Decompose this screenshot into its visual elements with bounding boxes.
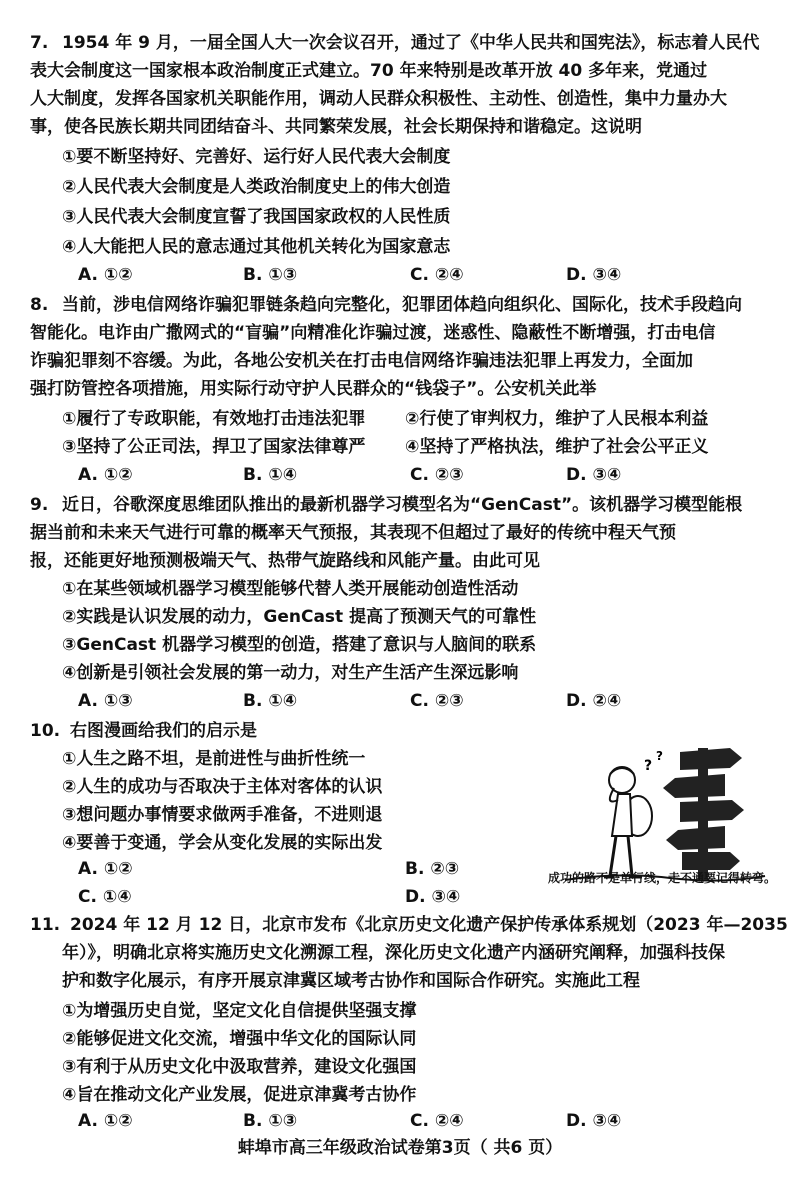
statement-item: ④要善于变通，学会从变化发展的实际出发 (62, 833, 383, 853)
stem-line: 1954 年 9 月，一届全国人大一次会议召开，通过了《中华人民共和国宪法》，标志着人民代 (62, 33, 760, 53)
choice-b: B. ①④ (243, 465, 298, 485)
choice-d: D. ②④ (566, 691, 622, 711)
statement-item: ①要不断坚持好、完善好、运行好人民代表大会制度 (62, 147, 451, 167)
choice-c: C. ②④ (410, 1111, 464, 1131)
question-number: 7. (30, 33, 49, 53)
stem-line: 当前，涉电信网络诈骗犯罪链条趋向完整化，犯罪团体趋向组织化、国际化，技术手段趋向 (62, 295, 742, 315)
stem-line: 智能化。电诈由广撒网式的“盲骗”向精准化诈骗过渡，迷惑性、隐蔽性不断增强，打击电信 (30, 323, 716, 343)
statement-item: ①人生之路不坦，是前进性与曲折性统一 (62, 749, 366, 769)
statement-item: ①为增强历史自觉，坚定文化自信提供坚强支撑 (62, 1001, 417, 1021)
stem-line: 诈骗犯罪刻不容缓。为此，各地公安机关在打击电信网络诈骗违法犯罪上再发力，全面加 (30, 351, 693, 371)
question-number: 11. (30, 915, 61, 935)
statement-item: ④旨在推动文化产业发展，促进京津冀考古协作 (62, 1085, 417, 1105)
choice-a: A. ①② (78, 859, 133, 879)
svg-text:?: ? (656, 749, 663, 763)
statement-item: ③坚持了公正司法，捍卫了国家法律尊严 (62, 437, 366, 457)
statement-item: ①履行了专政职能，有效地打击违法犯罪 (62, 409, 366, 429)
choice-a: A. ①② (78, 465, 133, 485)
cartoon-caption: 成功的路不是单行线，走不通要记得转弯。 (548, 871, 777, 885)
choice-b: B. ①④ (243, 691, 298, 711)
stem-line: 护和数字化展示，有序开展京津冀区域考古协作和国际合作研究。实施此工程 (62, 971, 640, 991)
stem-line: 2024 年 12 月 12 日，北京市发布《北京历史文化遗产保护传承体系规划（2023 年—2035 (70, 915, 788, 935)
choice-c: C. ①④ (78, 887, 132, 907)
choice-c: C. ②③ (410, 691, 464, 711)
stem-line: 人大制度，发挥各国家机关职能作用，调动人民群众积极性、主动性、创造性，集中力量办大 (30, 89, 727, 109)
choice-d: D. ③④ (566, 1111, 622, 1131)
statement-item: ②行使了审判权力，维护了人民根本利益 (405, 409, 709, 429)
stem-line: 据当前和未来天气进行可靠的概率天气预报，其表现不但超过了最好的传统中程天气预 (30, 523, 676, 543)
statement-item: ②人民代表大会制度是人类政治制度史上的伟大创造 (62, 177, 451, 197)
statement-item: ④人大能把人民的意志通过其他机关转化为国家意志 (62, 237, 451, 257)
choice-b: B. ②③ (405, 859, 460, 879)
stem-line: 年）》，明确北京将实施历史文化溯源工程，深化历史文化遗产内涵研究阐释，加强科技保 (62, 943, 725, 963)
statement-item: ②实践是认识发展的动力，GenCast 提高了预测天气的可靠性 (62, 607, 537, 627)
question-number: 8. (30, 295, 49, 315)
question-number: 9. (30, 495, 49, 515)
statement-item: ①在某些领域机器学习模型能够代替人类开展能动创造性活动 (62, 579, 519, 599)
cartoon-illustration (560, 740, 770, 890)
choice-d: D. ③④ (405, 887, 461, 907)
statement-item: ②人生的成功与否取决于主体对客体的认识 (62, 777, 383, 797)
choice-a: A. ①② (78, 1111, 133, 1131)
choice-d: D. ③④ (566, 465, 622, 485)
question-number: 10. (30, 721, 61, 741)
choice-b: B. ①③ (243, 1111, 298, 1131)
statement-item: ④坚持了严格执法，维护了社会公平正义 (405, 437, 709, 457)
choice-a: A. ①③ (78, 691, 133, 711)
statement-item: ③想问题办事情要求做两手准备，不进则退 (62, 805, 383, 825)
statement-item: ④创新是引领社会发展的第一动力，对生产生活产生深远影响 (62, 663, 519, 683)
stem-line: 表大会制度这一国家根本政治制度正式建立。70 年来特别是改革开放 40 多年来，党通过 (30, 61, 708, 81)
statement-item: ③有利于从历史文化中汲取营养，建设文化强国 (62, 1057, 417, 1077)
statement-item: ②能够促进文化交流，增强中华文化的国际认同 (62, 1029, 417, 1049)
stem-line: 右图漫画给我们的启示是 (70, 721, 257, 741)
stem-line: 强打防管控各项措施，用实际行动守护人民群众的“钱袋子”。公安机关此举 (30, 379, 597, 399)
choice-c: C. ②④ (410, 265, 464, 285)
statement-item: ③人民代表大会制度宣誓了我国国家政权的人民性质 (62, 207, 451, 227)
choice-d: D. ③④ (566, 265, 622, 285)
stem-line: 近日，谷歌深度思维团队推出的最新机器学习模型名为“GenCast”。该机器学习模型能根 (62, 495, 743, 515)
page-footer: 蚌埠市高三年级政治试卷第3页（ 共6 页） (237, 1138, 563, 1158)
choice-b: B. ①③ (243, 265, 298, 285)
choice-a: A. ①② (78, 265, 133, 285)
svg-text:?: ? (644, 758, 653, 774)
choice-c: C. ②③ (410, 465, 464, 485)
stem-line: 事，使各民族长期共同团结奋斗、共同繁荣发展，社会长期保持和谐稳定。这说明 (30, 117, 642, 137)
stem-line: 报，还能更好地预测极端天气、热带气旋路线和风能产量。由此可见 (30, 551, 540, 571)
statement-item: ③GenCast 机器学习模型的创造，搭建了意识与人脑间的联系 (62, 635, 537, 655)
